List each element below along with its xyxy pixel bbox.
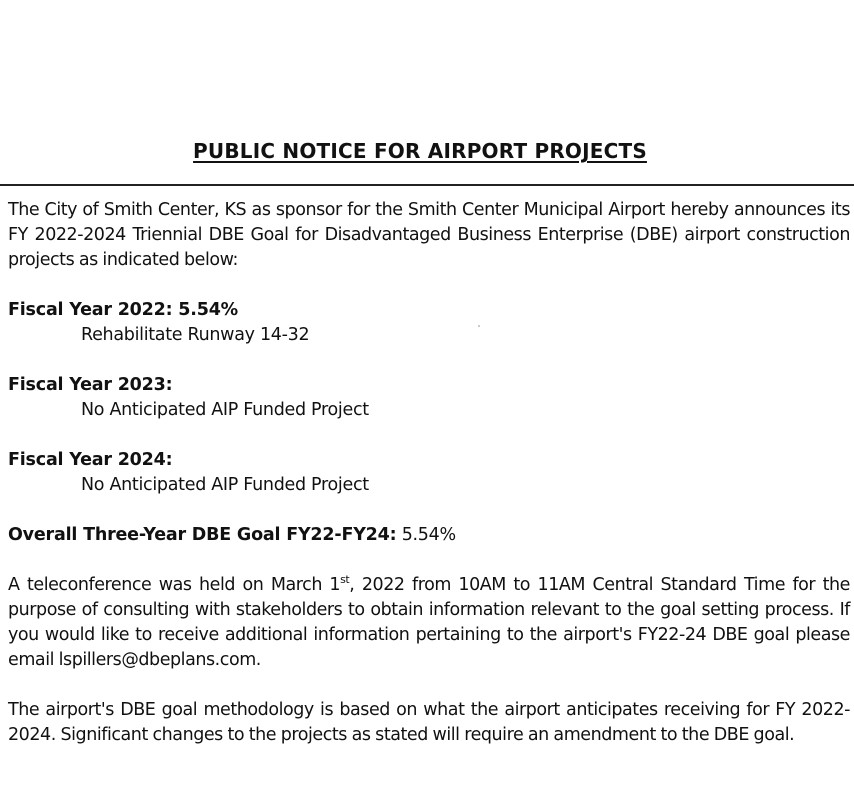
overall-goal-value: 5.54%	[401, 525, 456, 545]
notice-body	[8, 198, 850, 748]
fiscal-year-project: No Anticipated AIP Funded Project	[81, 475, 369, 495]
horizontal-rule	[0, 184, 854, 186]
fiscal-year-project: Rehabilitate Runway 14-32	[81, 325, 310, 345]
fiscal-year-2022	[8, 298, 850, 348]
fiscal-year-project: No Anticipated AIP Funded Project	[81, 400, 369, 420]
teleconference-paragraph	[8, 573, 850, 673]
methodology-paragraph: The airport's DBE goal methodology is based on what the airport anticipates receiving for FY 2022-2024. Significant changes to the projects as stated will require an amendment to the DBE goal.	[8, 700, 850, 745]
overall-goal-label: Overall Three-Year DBE Goal FY22-FY24:	[8, 525, 397, 545]
overall-goal	[8, 523, 850, 548]
teleconference-text-end: , 2022 from 10AM to 11AM Central Standard Time for the purpose of consulting with stakeholders to obtain information relevant to the goal setting process. If you would like to receive additional information pertaining to the airport's FY22-24 DBE goal please email lspillers@dbeplans.com.	[8, 575, 850, 670]
fiscal-year-2023	[8, 373, 850, 423]
fiscal-year-heading: Fiscal Year 2023:	[8, 375, 173, 395]
fiscal-year-2024	[8, 448, 850, 498]
fiscal-year-heading: Fiscal Year 2022: 5.54%	[8, 300, 239, 320]
fiscal-year-heading: Fiscal Year 2024:	[8, 450, 173, 470]
ordinal-suffix: st	[340, 573, 350, 587]
notice-title: PUBLIC NOTICE FOR AIRPORT PROJECTS	[193, 139, 647, 163]
teleconference-text-start: A teleconference was held on March 1	[8, 575, 341, 595]
intro-paragraph: The City of Smith Center, KS as sponsor for the Smith Center Municipal Airport hereby announces its FY 2022-2024 Triennial DBE Goal for Disadvantaged Business Enterprise (DBE) airport construction projects as indicated below:	[8, 200, 850, 270]
